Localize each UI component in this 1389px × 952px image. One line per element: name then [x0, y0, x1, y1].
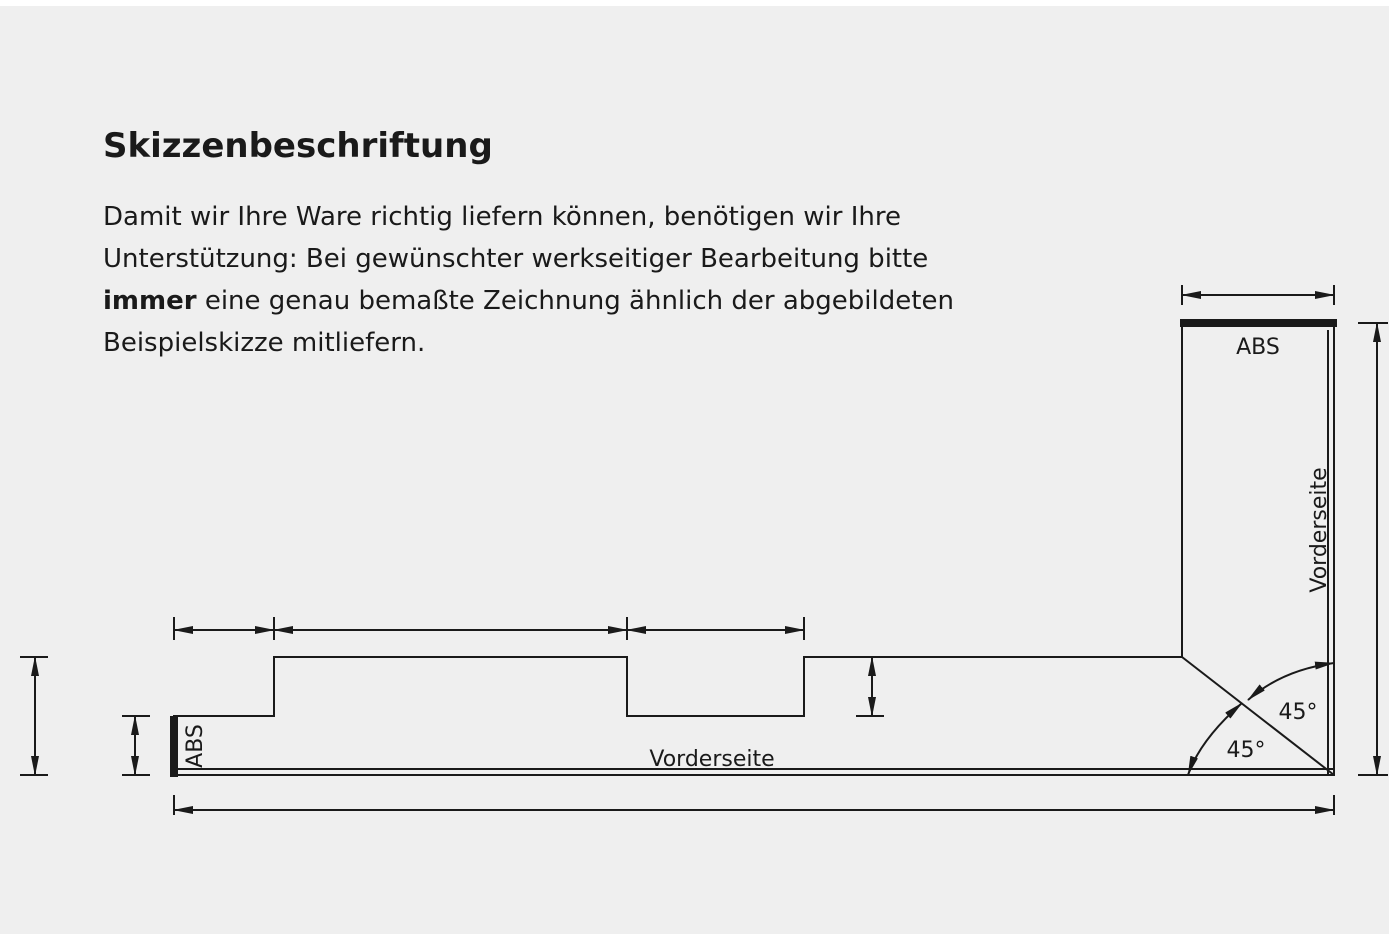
abs-edge-left: [170, 716, 178, 777]
paragraph-line-3: eine genau bemaßte Zeichnung ähnlich der abgebildeten: [196, 286, 954, 316]
abs-label-top: ABS: [1236, 335, 1280, 360]
abs-label-left: ABS: [183, 724, 208, 768]
paragraph-line-4: Beispielskizze mitliefern.: [103, 328, 426, 358]
front-label-right: Vorderseite: [1307, 467, 1332, 593]
angle-label-upper: 45°: [1278, 700, 1318, 725]
abs-edge-top: [1180, 319, 1337, 327]
front-label-bottom: Vorderseite: [649, 747, 775, 772]
angle-label-lower: 45°: [1226, 738, 1266, 763]
paragraph-line-1: Damit wir Ihre Ware richtig liefern können, benötigen wir Ihre: [103, 202, 901, 232]
page-title: Skizzenbeschriftung: [103, 126, 493, 166]
angle-arc-upper: [1248, 663, 1334, 700]
paragraph-emphasis: immer: [103, 286, 197, 316]
countertop-outline: [174, 323, 1334, 775]
paragraph-line-2: Unterstützung: Bei gewünschter werkseitiger Bearbeitung bitte: [103, 244, 929, 274]
